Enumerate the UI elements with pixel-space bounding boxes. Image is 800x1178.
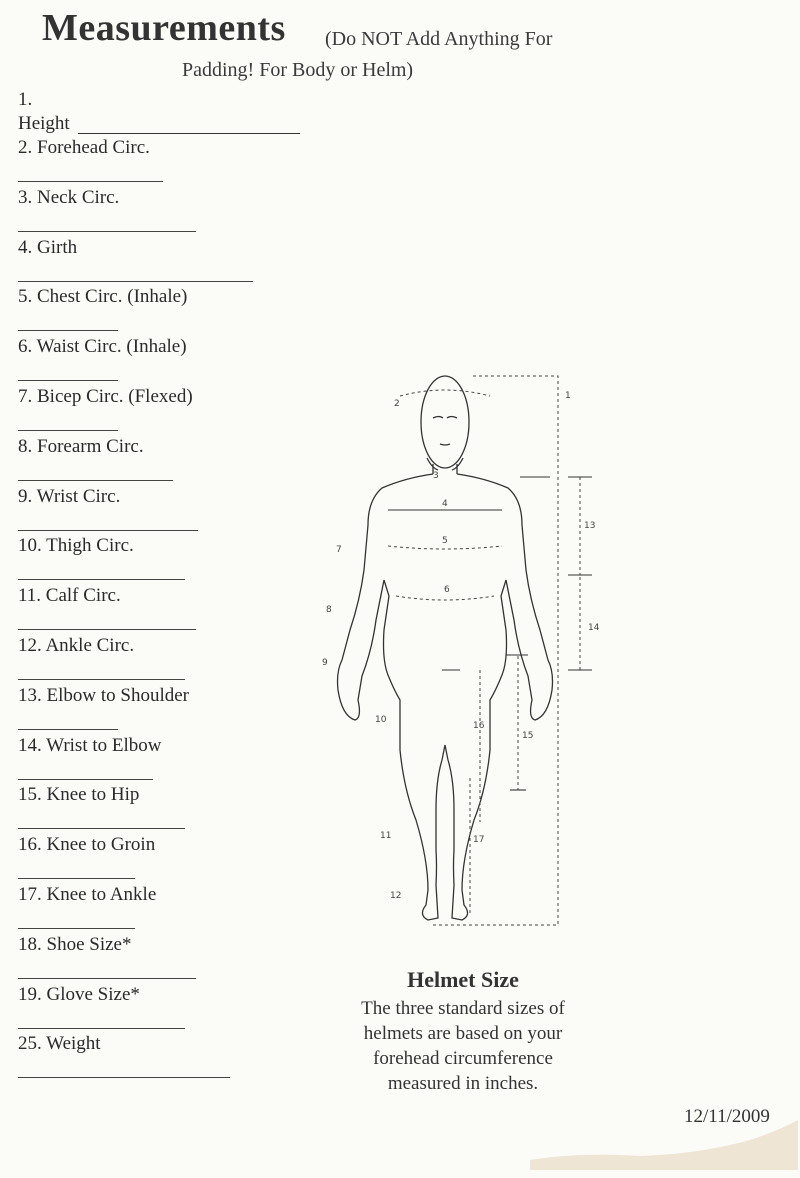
height-label: Height (18, 113, 70, 134)
figure-label-1: 1 (565, 391, 571, 401)
measurement-field[interactable] (18, 181, 163, 182)
measurement-label: 4. Girth (18, 236, 78, 258)
helmet-size-description (330, 996, 596, 1096)
figure-label-2: 2 (394, 399, 400, 409)
helmet-text-line: The three standard sizes of (361, 998, 565, 1019)
figure-label-4: 4 (442, 499, 448, 509)
measurement-field[interactable] (18, 480, 173, 481)
measurement-field[interactable] (18, 679, 185, 680)
figure-label-6: 6 (444, 585, 450, 595)
measurement-label: 25. Weight (18, 1033, 101, 1055)
measurement-field[interactable] (18, 430, 118, 431)
figure-head (421, 376, 469, 468)
measurement-label: 5. Chest Circ. (Inhale) (18, 286, 188, 308)
measurement-label: 3. Neck Circ. (18, 186, 120, 208)
helmet-size-heading: Helmet Size (407, 967, 519, 992)
measurement-field[interactable] (18, 380, 118, 381)
page-title: Measurements (42, 7, 286, 49)
figure-label-3: 3 (433, 471, 439, 481)
height-field[interactable] (78, 133, 300, 134)
helmet-text-line: forehead circumference (373, 1048, 553, 1069)
measurement-label: 18. Shoe Size* (18, 933, 132, 955)
figure-label-16: 16 (473, 721, 485, 731)
measurement-label: 15. Knee to Hip (18, 784, 140, 806)
subtitle-line-2: Padding! For Body or Helm) (182, 59, 414, 81)
figure-label-11: 11 (380, 831, 392, 841)
figure-label-7: 7 (336, 545, 342, 555)
measurement-field[interactable] (18, 729, 118, 730)
measurement-label: 14. Wrist to Elbow (18, 734, 162, 756)
measurement-label: 6. Waist Circ. (Inhale) (18, 336, 187, 358)
figure-label-10: 10 (375, 715, 387, 725)
measurement-field[interactable] (18, 1077, 230, 1078)
measurement-field[interactable] (18, 231, 196, 232)
measurement-field[interactable] (18, 928, 135, 929)
measurement-field[interactable] (18, 779, 153, 780)
measurement-label: 17. Knee to Ankle (18, 884, 157, 905)
page-stain (520, 1120, 800, 1170)
measurement-label: 7. Bicep Circ. (Flexed) (18, 386, 193, 407)
measurement-field[interactable] (18, 530, 198, 531)
figure-label-15: 15 (522, 731, 534, 741)
measurement-field[interactable] (18, 878, 135, 879)
figure-label-14: 14 (588, 623, 600, 633)
measurement-field[interactable] (18, 1028, 185, 1029)
measurement-field[interactable] (18, 281, 253, 282)
helmet-text-line: measured in inches. (387, 1073, 539, 1094)
measurement-label: 10. Thigh Circ. (18, 535, 134, 557)
height-number: 1. (18, 89, 33, 110)
subtitle-line-1: (Do NOT Add Anything For (325, 28, 553, 50)
measurement-label: 16. Knee to Groin (18, 834, 156, 856)
figure-label-13: 13 (584, 521, 596, 531)
measurement-field[interactable] (18, 330, 118, 331)
figure-label-5: 5 (442, 536, 448, 546)
figure-label-9: 9 (322, 658, 328, 668)
measurement-field[interactable] (18, 828, 185, 829)
figure-label-12: 12 (390, 891, 402, 901)
document-date: 12/11/2009 (684, 1106, 770, 1127)
measurement-field[interactable] (18, 629, 196, 630)
measurement-label: 2. Forehead Circ. (18, 137, 150, 158)
figure-label-17: 17 (473, 835, 485, 845)
measurement-label: 8. Forearm Circ. (18, 435, 144, 457)
measurement-field[interactable] (18, 579, 185, 580)
measurement-label: 11. Calf Circ. (18, 585, 121, 607)
measurement-label: 13. Elbow to Shoulder (18, 684, 189, 706)
figure-label-8: 8 (326, 605, 332, 615)
measurement-label: 12. Ankle Circ. (18, 635, 135, 656)
helmet-text-line: helmets are based on your (363, 1023, 563, 1044)
measurement-field[interactable] (18, 978, 196, 979)
body-diagram (320, 360, 620, 950)
measurement-label: 9. Wrist Circ. (18, 485, 121, 507)
measurement-label: 19. Glove Size* (18, 983, 140, 1005)
